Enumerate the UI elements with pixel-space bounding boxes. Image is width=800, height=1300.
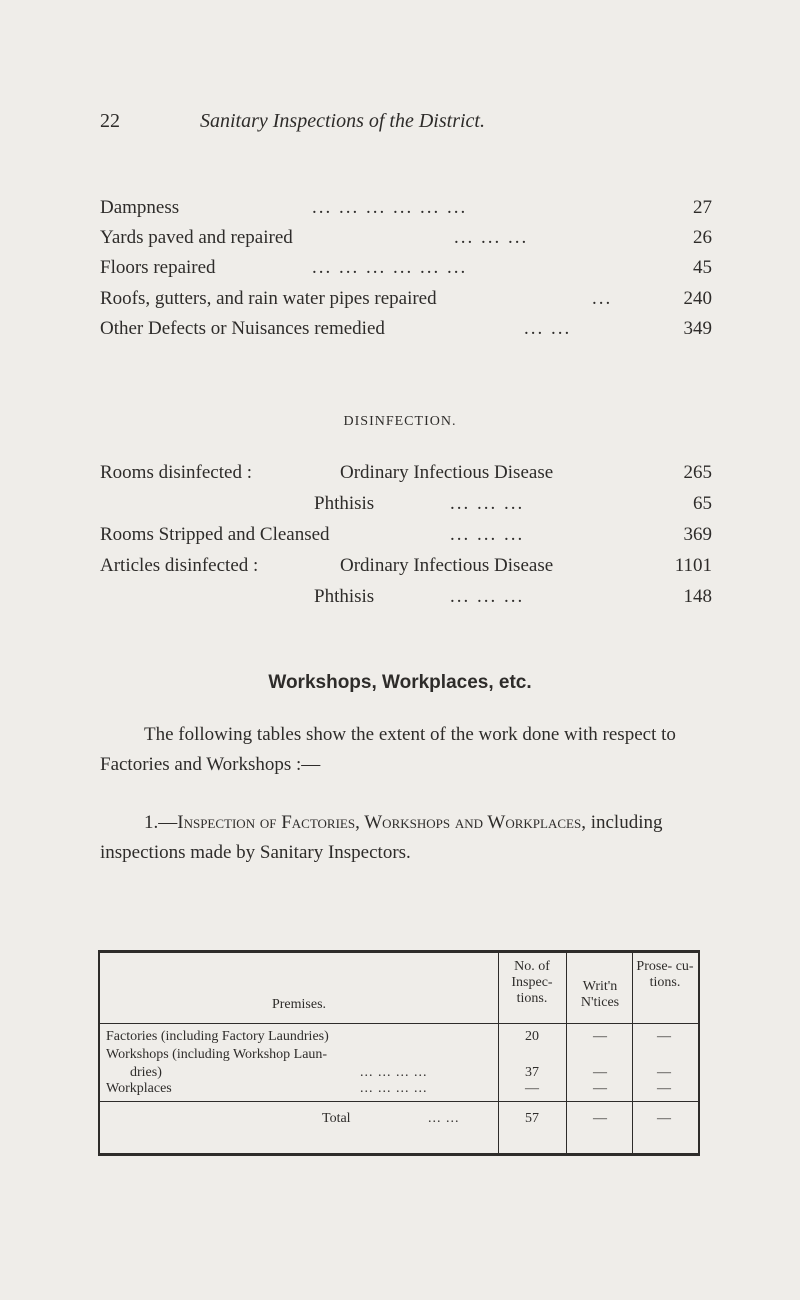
item-value: 369 (683, 524, 712, 545)
leader-dots: ... ... ... ... ... ... (312, 197, 468, 218)
item-sublabel: Ordinary Infectious Disease (340, 462, 554, 483)
item-sublabel: Ordinary Infectious Disease (340, 555, 554, 576)
inspections-cell: 37 (525, 1065, 539, 1080)
page-title: Sanitary Inspections of the District. (200, 110, 485, 132)
item-label: Dampness (100, 197, 180, 218)
total-notices: — (593, 1111, 607, 1126)
inspections-cell: — (525, 1081, 539, 1096)
leader-dots: ... ... ... ... ... ... (312, 257, 468, 278)
item-value: 1101 (674, 555, 712, 576)
prosecutions-cell: — (657, 1065, 671, 1080)
item-label: Rooms Stripped and Cleansed (100, 524, 330, 545)
leader-dots: ... ... ... (450, 524, 525, 545)
leader-dots: ... ... (524, 318, 572, 339)
total-prosecutions: — (657, 1111, 671, 1126)
section-title: Inspection of Factories, Workshops and Workplaces, (177, 812, 586, 833)
intro-paragraph: The following tables show the extent of the work done with respect to Factories and Workshops :— (100, 724, 676, 775)
item-label: Other Defects or Nuisances remedied (100, 318, 385, 339)
workshops-heading: Workshops, Workplaces, etc. (268, 672, 532, 693)
list-item (100, 318, 712, 348)
inspection-table (98, 950, 700, 1156)
list-item (100, 227, 712, 257)
header-inspections: No. of Inspec- tions. (511, 959, 553, 1006)
list-item (100, 586, 712, 616)
premises-cell: Workplaces (106, 1081, 172, 1096)
page-number: 22 (100, 110, 120, 132)
premises-cell-cont: dries) (130, 1065, 162, 1080)
notices-cell: — (593, 1081, 607, 1096)
item-label: Yards paved and repaired (100, 227, 293, 248)
inspections-cell: 20 (525, 1029, 539, 1044)
leader-dots: ... ... ... (454, 227, 529, 248)
list-item (100, 555, 712, 585)
prosecutions-cell: — (657, 1029, 671, 1044)
item-value: 148 (683, 586, 712, 607)
list-item (100, 257, 712, 287)
notices-cell: — (593, 1065, 607, 1080)
item-sublabel: Phthisis (314, 586, 375, 607)
item-label: Articles disinfected : (100, 555, 259, 576)
item-value: 27 (693, 197, 712, 218)
leader-dots: ... ... ... ... (360, 1065, 428, 1080)
header-notices: Writ'n N'tices (580, 979, 620, 1010)
section-paragraph (100, 808, 712, 868)
header-premises: Premises. (271, 997, 327, 1012)
item-value: 265 (683, 462, 712, 483)
item-value: 26 (693, 227, 712, 248)
total-inspections: 57 (525, 1111, 539, 1126)
leader-dots: ... ... ... (450, 493, 525, 514)
total-label: Total (322, 1111, 351, 1126)
item-value: 240 (683, 288, 712, 309)
list-item (100, 288, 712, 318)
list-item (100, 524, 712, 554)
premises-cell: Factories (including Factory Laundries) (106, 1029, 329, 1044)
leader-dots: ... (592, 288, 613, 309)
leader-dots: ... ... ... ... (360, 1081, 428, 1096)
premises-cell: Workshops (including Workshop Laun- (106, 1047, 328, 1062)
section-text: including inspections made by Sanitary Inspectors. (100, 812, 663, 863)
item-value: 65 (693, 493, 712, 514)
list-item (100, 197, 712, 227)
item-value: 349 (683, 318, 712, 339)
prosecutions-cell: — (657, 1081, 671, 1096)
leader-dots: ... ... ... (450, 586, 525, 607)
list-item (100, 493, 712, 523)
item-sublabel: Phthisis (314, 493, 375, 514)
item-label: Rooms disinfected : (100, 462, 252, 483)
leader-dots: ... ... (428, 1111, 460, 1126)
disinfection-heading: DISINFECTION. (343, 414, 457, 429)
header-prosecutions: Prose- cu- tions. (636, 959, 694, 990)
list-item (100, 462, 712, 492)
item-label: Roofs, gutters, and rain water pipes repaired (100, 288, 437, 309)
item-value: 45 (693, 257, 712, 278)
item-label: Floors repaired (100, 257, 216, 278)
notices-cell: — (593, 1029, 607, 1044)
section-number: 1.— (144, 812, 178, 833)
